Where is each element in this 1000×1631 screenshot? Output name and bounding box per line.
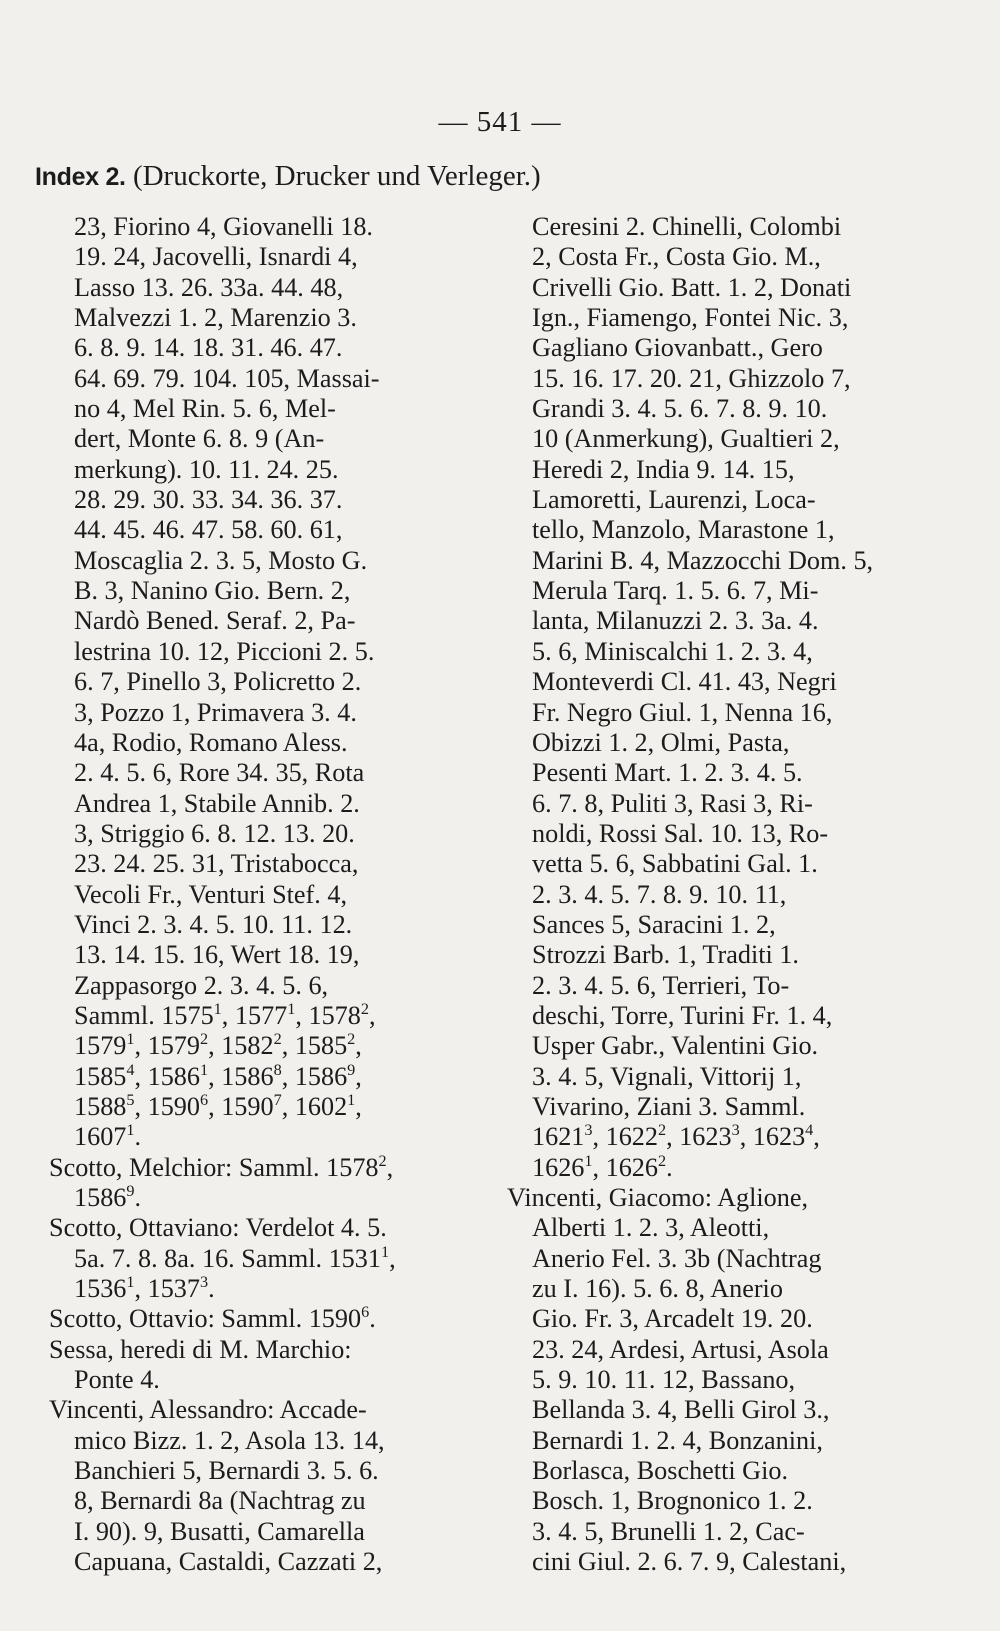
- index-text-fragment: , 1577: [221, 1000, 288, 1030]
- index-text-fragment: 1579: [74, 1031, 127, 1061]
- index-text-fragment: , 1626: [592, 1152, 658, 1182]
- footnote-superscript: 2: [273, 1030, 282, 1049]
- index-text-fragment: , 1623: [739, 1122, 806, 1152]
- index-text-line: [74, 1122, 474, 1152]
- index-text-line: 2. 3. 4. 5. 7. 8. 9. 10. 11,: [532, 879, 787, 909]
- index-text-line: [532, 1153, 952, 1183]
- index-text-line: Bellanda 3. 4, Belli Girol 3.,: [532, 1395, 830, 1425]
- index-text-fragment: 1626: [532, 1152, 585, 1182]
- index-entry-heading-line: [507, 1183, 952, 1213]
- index-text-fragment: , 1579: [134, 1031, 200, 1061]
- index-text-line: Ign., Fiamengo, Fontei Nic. 3,: [532, 303, 849, 333]
- index-text-fragment: ,: [355, 1091, 362, 1121]
- index-text-line: 6. 7, Pinello 3, Policretto 2.: [74, 667, 362, 697]
- index-heading: [35, 160, 541, 193]
- footnote-superscript: 1: [287, 999, 296, 1018]
- index-text-fragment: .: [208, 1274, 215, 1304]
- index-text-fragment: .: [369, 1304, 376, 1334]
- index-text-line: 13. 14. 15. 16, Wert 18. 19,: [74, 940, 360, 970]
- index-text-fragment: Giacomo: Aglione,: [602, 1183, 808, 1212]
- index-text-fragment: ,: [368, 1000, 376, 1030]
- index-text-line: Usper Gabr., Valentini Gio.: [532, 1031, 819, 1061]
- index-text-fragment: ,: [813, 1122, 820, 1152]
- index-text-line: vetta 5. 6, Sabbatini Gal. 1.: [532, 849, 818, 879]
- footnote-superscript: 2: [657, 1121, 667, 1140]
- index-text-line: Zappasorgo 2. 3. 4. 5. 6,: [74, 970, 329, 1000]
- index-text-line: Banchieri 5, Bernardi 3. 5. 6.: [74, 1456, 379, 1486]
- index-text-fragment: Samml. 1575: [74, 1000, 214, 1030]
- footnote-superscript: 1: [126, 1121, 135, 1140]
- index-text-line: no 4, Mel Rin. 5. 6, Mel-: [74, 394, 336, 424]
- index-text-fragment: ,: [389, 1243, 396, 1273]
- index-text-line: Grandi 3. 4. 5. 6. 7. 8. 9. 10.: [532, 394, 828, 424]
- index-text-fragment: ,: [355, 1061, 362, 1091]
- footnote-superscript: 1: [199, 1060, 209, 1079]
- index-text-line: [74, 1031, 474, 1061]
- footnote-superscript: 8: [273, 1060, 282, 1079]
- index-text-line: Pesenti Mart. 1. 2. 3. 4. 5.: [532, 758, 803, 788]
- index-text-line: Moscaglia 2. 3. 5, Mosto G.: [74, 545, 368, 575]
- index-text-line: 6. 8. 9. 14. 18. 31. 46. 47.: [74, 333, 343, 363]
- index-text-line: Nardò Bened. Seraf. 2, Pa-: [74, 606, 356, 636]
- index-text-fragment: , 1590: [134, 1091, 200, 1121]
- index-text-line: Malvezzi 1. 2, Marenzio 3.: [74, 303, 357, 333]
- index-label: Index 2.: [35, 163, 126, 191]
- index-text-line: dert, Monte 6. 8. 9 (An-: [74, 424, 325, 454]
- index-text-line: Heredi 2, India 9. 14. 15,: [532, 454, 795, 484]
- index-text-line: 2, Costa Fr., Costa Gio. M.,: [532, 242, 821, 272]
- index-text-line: 8, Bernardi 8a (Nachtrag zu: [74, 1486, 366, 1516]
- index-text-line: Borlasca, Boschetti Gio.: [532, 1456, 789, 1486]
- index-text-line: merkung). 10. 11. 24. 25.: [74, 454, 339, 484]
- index-text-line: [532, 1122, 952, 1152]
- index-text-line: Capuana, Castaldi, Cazzati 2,: [74, 1547, 383, 1577]
- index-text-line: 23. 24, Ardesi, Artusi, Asola: [532, 1334, 829, 1364]
- index-text-line: [74, 1274, 474, 1304]
- index-text-line: Andrea 1, Stabile Annib. 2.: [74, 788, 360, 818]
- index-text-fragment: Melchior: Samml. 1578: [122, 1152, 379, 1182]
- index-text-fragment: 1588: [74, 1091, 127, 1121]
- footnote-superscript: 6: [199, 1090, 209, 1109]
- footnote-superscript: 4: [126, 1060, 135, 1079]
- index-text-fragment: Ottaviano: Verdelot 4. 5.: [122, 1213, 387, 1243]
- index-text-line: Anerio Fel. 3. 3b (Nachtrag: [532, 1243, 822, 1273]
- footnote-superscript: 7: [273, 1090, 282, 1109]
- index-text-line: Vivarino, Ziani 3. Samml.: [532, 1091, 806, 1121]
- publisher-name: Scotto,: [49, 1304, 123, 1334]
- index-text-fragment: , 1586: [208, 1061, 274, 1091]
- publisher-name: Scotto,: [49, 1213, 123, 1243]
- footnote-superscript: 3: [584, 1121, 593, 1140]
- index-text-line: noldi, Rossi Sal. 10. 13, Ro-: [532, 818, 829, 848]
- publisher-name: Scotto,: [49, 1152, 123, 1182]
- index-text-line: Obizzi 1. 2, Olmi, Pasta,: [532, 727, 790, 757]
- index-text-line: Sances 5, Saracini 1. 2,: [532, 909, 776, 939]
- index-text-line: Ponte 4.: [74, 1365, 160, 1395]
- index-text-line: Bosch. 1, Brognonico 1. 2.: [532, 1486, 813, 1516]
- index-text-line: Lamoretti, Laurenzi, Loca-: [532, 485, 816, 515]
- index-text-fragment: .: [134, 1122, 142, 1152]
- index-text-line: B. 3, Nanino Gio. Bern. 2,: [74, 576, 351, 606]
- index-text-line: Vecoli Fr., Venturi Stef. 4,: [74, 879, 348, 909]
- index-text-line: 2. 4. 5. 6, Rore 34. 35, Rota: [74, 758, 365, 788]
- footnote-superscript: 1: [584, 1151, 593, 1170]
- index-text-line: Ceresini 2. Chinelli, Colombi: [532, 212, 842, 241]
- index-text-fragment: 1607: [74, 1122, 127, 1152]
- index-entry-heading-line: [49, 1213, 474, 1243]
- index-text-line: [74, 1062, 474, 1092]
- footnote-superscript: 5: [126, 1090, 135, 1109]
- footnote-superscript: 2: [347, 1030, 356, 1049]
- footnote-superscript: 1: [126, 1272, 135, 1291]
- footnote-superscript: 3: [199, 1272, 209, 1291]
- footnote-superscript: 1: [380, 1242, 390, 1261]
- index-text-line: 44. 45. 46. 47. 58. 60. 61,: [74, 515, 343, 545]
- index-entry-heading-line: [49, 1395, 474, 1425]
- index-text-line: Merula Tarq. 1. 5. 6. 7, Mi-: [532, 576, 819, 606]
- index-text-fragment: .: [666, 1152, 673, 1182]
- index-text-fragment: , 1578: [295, 1000, 361, 1030]
- footnote-superscript: 2: [360, 999, 369, 1018]
- index-text-line: Vinci 2. 3. 4. 5. 10. 11. 12.: [74, 909, 353, 939]
- index-text-line: 28. 29. 30. 33. 34. 36. 37.: [74, 485, 343, 515]
- index-text-line: 6. 7. 8, Puliti 3, Rasi 3, Ri-: [532, 788, 813, 818]
- index-text-fragment: 1585: [74, 1061, 127, 1091]
- left-column: [49, 212, 474, 1577]
- index-text-fragment: , 1585: [281, 1031, 348, 1061]
- footnote-superscript: 1: [126, 1030, 135, 1049]
- index-text-line: [74, 1001, 474, 1031]
- publisher-name: Vincenti,: [49, 1395, 145, 1425]
- index-text-line: lanta, Milanuzzi 2. 3. 3a. 4.: [532, 606, 819, 636]
- index-text-fragment: 5a. 7. 8. 8a. 16. Samml. 1531: [74, 1243, 381, 1273]
- footnote-superscript: 2: [378, 1151, 387, 1170]
- index-text-line: 23, Fiorino 4, Giovanelli 18.: [74, 212, 373, 241]
- index-text-line: I. 90). 9, Busatti, Camarella: [74, 1516, 365, 1546]
- index-text-line: 3. 4. 5, Vignali, Vittorij 1,: [532, 1061, 802, 1091]
- index-text-fragment: ,: [386, 1152, 394, 1182]
- index-text-line: 4a, Rodio, Romano Aless.: [74, 727, 348, 757]
- index-text-fragment: , 1623: [666, 1122, 732, 1152]
- index-text-line: tello, Manzolo, Marastone 1,: [532, 515, 835, 545]
- footnote-superscript: 6: [361, 1303, 370, 1322]
- index-text-line: 3. 4. 5, Brunelli 1. 2, Cac-: [532, 1516, 805, 1546]
- index-text-fragment: , 1622: [592, 1122, 658, 1152]
- index-text-line: [74, 1092, 474, 1122]
- publisher-name: Sessa,: [49, 1334, 114, 1364]
- index-text-fragment: 1536: [74, 1274, 127, 1304]
- index-text-line: 3, Pozzo 1, Primavera 3. 4.: [74, 697, 357, 727]
- index-text-line: zu I. 16). 5. 6. 8, Anerio: [532, 1274, 783, 1304]
- index-text-line: mico Bizz. 1. 2, Asola 13. 14,: [74, 1425, 385, 1455]
- index-text-line: Bernardi 1. 2. 4, Bonzanini,: [532, 1425, 823, 1455]
- index-text-fragment: .: [134, 1183, 142, 1212]
- index-text-line: 5. 6, Miniscalchi 1. 2. 3. 4,: [532, 636, 813, 666]
- index-text-fragment: , 1582: [208, 1031, 274, 1061]
- index-text-line: 2. 3. 4. 5. 6, Terrieri, To-: [532, 970, 790, 1000]
- index-text-line: Gio. Fr. 3, Arcadelt 19. 20.: [532, 1304, 813, 1334]
- index-text-fragment: , 1586: [281, 1061, 348, 1091]
- index-text-line: deschi, Torre, Turini Fr. 1. 4,: [532, 1000, 833, 1030]
- footnote-superscript: 3: [731, 1121, 740, 1140]
- index-text-line: 10 (Anmerkung), Gualtieri 2,: [532, 424, 840, 454]
- index-text-line: 5. 9. 10. 11. 12, Bassano,: [532, 1365, 796, 1395]
- index-text-fragment: ,: [355, 1031, 362, 1061]
- index-text-fragment: Alessandro: Accade-: [144, 1395, 367, 1425]
- index-text-fragment: heredi di M. Marchio:: [113, 1334, 352, 1364]
- index-text-fragment: Ottavio: Samml. 1590: [122, 1304, 362, 1334]
- index-text-fragment: , 1537: [134, 1274, 200, 1304]
- index-text-line: [74, 1183, 474, 1213]
- index-text-line: Lasso 13. 26. 33a. 44. 48,: [74, 272, 344, 302]
- index-text-line: Fr. Negro Giul. 1, Nenna 16,: [532, 697, 833, 727]
- index-text-line: Alberti 1. 2. 3, Aleotti,: [532, 1213, 770, 1243]
- index-text-fragment: , 1590: [208, 1091, 274, 1121]
- index-text-line: 15. 16. 17. 20. 21, Ghizzolo 7,: [532, 363, 851, 393]
- index-entry-heading-line: [49, 1153, 474, 1183]
- publisher-name: Vincenti,: [507, 1183, 603, 1212]
- footnote-superscript: 2: [657, 1151, 667, 1170]
- index-text-line: 3, Striggio 6. 8. 12. 13. 20.: [74, 818, 355, 848]
- index-entry-heading-line: [49, 1304, 474, 1334]
- index-text-line: cini Giul. 2. 6. 7. 9, Calestani,: [532, 1547, 847, 1577]
- index-subtitle: (Druckorte, Drucker und Verleger.): [132, 160, 541, 192]
- index-text-fragment: , 1586: [134, 1061, 200, 1091]
- index-text-line: Crivelli Gio. Batt. 1. 2, Donati: [532, 272, 852, 302]
- footnote-superscript: 9: [126, 1181, 135, 1200]
- index-text-line: 23. 24. 25. 31, Tristabocca,: [74, 849, 359, 879]
- index-text-line: [74, 1244, 474, 1274]
- index-text-line: Monteverdi Cl. 41. 43, Negri: [532, 667, 837, 697]
- index-text-fragment: , 1602: [281, 1091, 348, 1121]
- index-text-line: lestrina 10. 12, Piccioni 2. 5.: [74, 636, 375, 666]
- index-text-fragment: 1621: [532, 1122, 585, 1152]
- footnote-superscript: 1: [347, 1090, 356, 1109]
- page-number: — 541 —: [438, 106, 562, 138]
- index-text-line: Gagliano Giovanbatt., Gero: [532, 333, 823, 363]
- index-text-line: Marini B. 4, Mazzocchi Dom. 5,: [532, 545, 874, 575]
- footnote-superscript: 2: [199, 1030, 209, 1049]
- index-text-fragment: 1586: [74, 1183, 127, 1212]
- index-entry-heading-line: [49, 1335, 474, 1365]
- footnote-superscript: 1: [213, 999, 222, 1018]
- index-text-line: 64. 69. 79. 104. 105, Massai-: [74, 363, 380, 393]
- right-column: [507, 212, 952, 1577]
- index-text-line: 19. 24, Jacovelli, Isnardi 4,: [74, 242, 358, 272]
- index-text-line: Strozzi Barb. 1, Traditi 1.: [532, 940, 799, 970]
- footnote-superscript: 9: [347, 1060, 356, 1079]
- footnote-superscript: 4: [805, 1121, 814, 1140]
